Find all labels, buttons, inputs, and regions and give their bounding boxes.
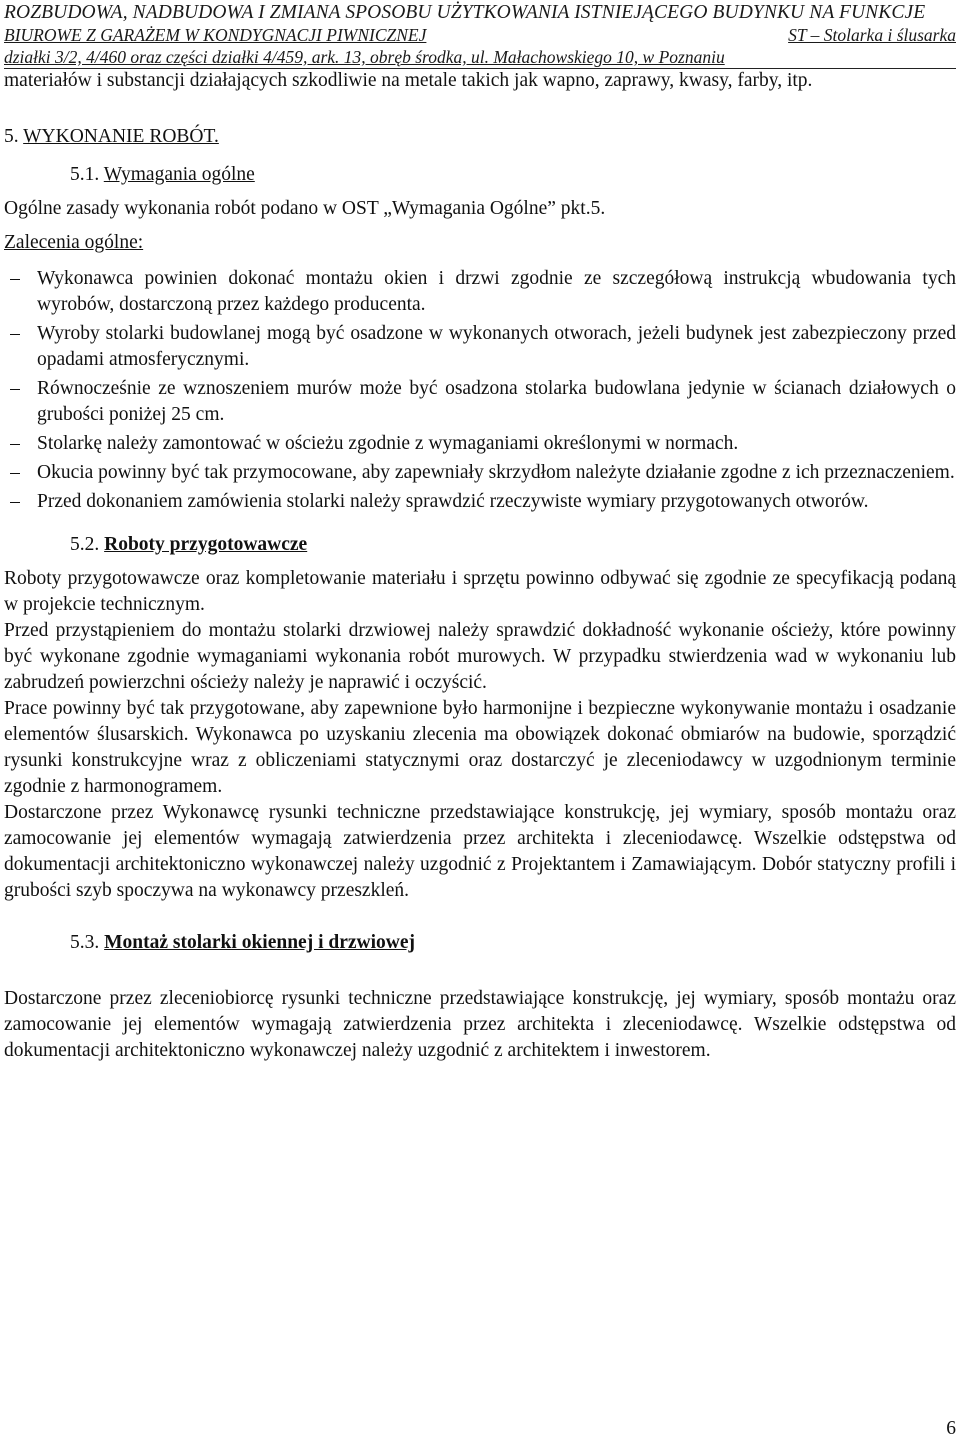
list-item-text: Równocześnie ze wznoszeniem murów może być osadzona stolarka budowlana jedynie w ścianach działowych o grubości poniżej 25 cm.	[37, 378, 956, 425]
document-body	[4, 68, 956, 1064]
list-item-text: Wykonawca powinien dokonać montażu okien i drzwi zgodnie ze szczegółową instrukcją wbudowania tych wyrobów, dostarczoną przez każdego producenta.	[37, 268, 956, 315]
section-5-title: WYKONANIE ROBÓT.	[23, 126, 219, 147]
list-item	[4, 321, 956, 373]
section-5-1-text: Ogólne zasady wykonania robót podano w OST „Wymagania Ogólne” pkt.5.	[4, 198, 606, 219]
header-location	[4, 46, 956, 68]
page-number: 6	[946, 1418, 956, 1439]
list-item-text: Wyroby stolarki budowlanej mogą być osadzone w wykonanych otworach, jeżeli budynek jest zabezpieczony przed opadami atmosferycznymi.	[37, 323, 956, 370]
list-item	[4, 431, 956, 457]
paragraph: Przed przystąpieniem do montażu stolarki drzwiowej należy sprawdzić dokładność wykonanie ościeży, które powinny być wykonane zgodnie wymaganiami wykonania robót murowych. W przypadku stwierdzenia wad w wykonaniu lub zabrudzeń powierzchni ościeży należy je naprawić i oczyścić.	[4, 620, 956, 693]
general-recommendations-label: Zalecenia ogólne:	[4, 232, 144, 253]
list-item	[4, 460, 956, 486]
header-line-2	[4, 24, 956, 46]
paragraph: Prace powinny być tak przygotowane, aby zapewnione było harmonijne i bezpieczne wykonywanie montażu i osadzanie elementów ślusarskich. Wykonawca po uzyskaniu zlecenia ma obowiązek dokonać obmiarów na budowie, sporządzić rysunki konstrukcyjne wraz z obliczeniami statycznymi oraz dostarczyć je zleceniodawcy w uzgodnionym terminie zgodnie z harmonogramem.	[4, 698, 956, 797]
section-5-1-number: 5.1.	[70, 164, 100, 185]
dash-bullet: –	[10, 433, 20, 454]
section-5-1-heading	[4, 162, 956, 188]
header-project-title	[4, 2, 956, 24]
list-item-text: Okucia powinny być tak przymocowane, aby zapewniały skrzydłom należyte działanie zgodne z ich przeznaczeniem.	[37, 462, 955, 483]
dash-bullet: –	[10, 323, 20, 344]
section-5-number: 5.	[4, 126, 19, 147]
dash-bullet: –	[10, 378, 20, 399]
section-5-3-number: 5.3.	[70, 932, 100, 953]
dash-bullet: –	[10, 462, 20, 483]
section-5-2-heading	[4, 532, 956, 558]
section-5-heading	[4, 124, 956, 150]
list-item-text: Stolarkę należy zamontować w ościeżu zgodnie z wymaganiami określonymi w normach.	[37, 433, 739, 454]
paragraph: Dostarczone przez Wykonawcę rysunki techniczne przedstawiające konstrukcję, jej wymiary, sposób montażu oraz zamocowanie jej elementów wymagają zatwierdzenia przez architekta i zleceniodawcę. Wszelkie odstępstwa od dokumentacji architektoniczno wykonawczej należy uzgodnić z Projektantem i Zamawiającym. Dobór statyczny profili i grubości szyb spoczywa na wykonawcy przeszkleń.	[4, 802, 956, 901]
page-header	[4, 2, 956, 69]
section-5-2-title: Roboty przygotowawcze	[104, 534, 308, 555]
section-5-3-heading	[4, 930, 956, 956]
header-address: działki 3/2, 4/460 oraz części działki 4/459, ark. 13, obręb środka, ul. Małachowskiego 10, w Poznaniu	[4, 47, 725, 67]
header-line-1: ROZBUDOWA, NADBUDOWA I ZMIANA SPOSOBU UŻYTKOWANIA ISTNIEJĄCEGO BUDYNKU NA FUNKCJE	[4, 2, 926, 23]
header-building-function: BIUROWE Z GARAŻEM W KONDYGNACJI PIWNICZNEJ	[4, 25, 427, 45]
dash-bullet: –	[10, 268, 20, 289]
header-spec-section: ST – Stolarka i ślusarka	[788, 25, 956, 45]
dash-bullet: –	[10, 491, 20, 512]
intro-paragraph: materiałów i substancji działających szkodliwie na metale takich jak wapno, zaprawy, kwasy, farby, itp.	[4, 70, 813, 91]
section-5-3-text: Dostarczone przez zleceniobiorcę rysunki techniczne przedstawiające konstrukcję, jej wymiary, sposób montażu oraz zamocowanie jej elementów wymagają zatwierdzenia przez architekta i zleceniodawcę. Wszelkie odstępstwa od dokumentacji architektoniczno wykonawczej należy uzgodnić z architektem i inwestorem.	[4, 988, 956, 1061]
list-item	[4, 489, 956, 515]
section-5-3-title: Montaż stolarki okiennej i drzwiowej	[104, 932, 416, 953]
recommendations-list	[4, 266, 956, 515]
list-item-text: Przed dokonaniem zamówienia stolarki należy sprawdzić rzeczywiste wymiary przygotowanych otworów.	[37, 491, 869, 512]
section-5-1-title: Wymagania ogólne	[103, 164, 255, 185]
section-5-2-body	[4, 566, 956, 904]
paragraph: Roboty przygotowawcze oraz kompletowanie materiału i sprzętu powinno odbywać się zgodnie ze specyfikacją podaną w projekcie technicznym.	[4, 568, 956, 615]
list-item	[4, 266, 956, 318]
list-item	[4, 376, 956, 428]
section-5-2-number: 5.2.	[70, 534, 100, 555]
